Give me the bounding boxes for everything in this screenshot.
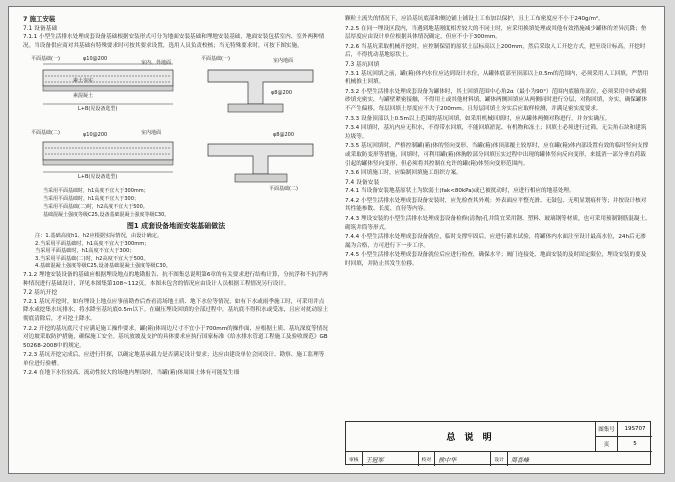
label-right-foundation-2: 平面基础(二) [269,186,298,193]
subsection-7-2: 7.2 基坑开挖 [23,290,58,297]
paragraph-7-2-2: 7.2.2 开挖的基坑底尺寸应满足施工操作要求，罐(箱)体周边尺寸不宜小于700mm的操作面，应根据土质、基坑深度等情况对边坡采取防护措施，确保施工安全。基坑放坡及支护的具体要求应执行国家标准《给水排水管道工程施工及验收规范》GB 50268-2008中的规定。 [23,325,328,349]
label-rebar-right-2: φ8@200 [273,132,295,139]
review-label: 审核 [346,452,363,466]
paragraph-7-3-2: 7.3.2 小型生活排水处理成套设备为罐体时，其土回填范围中心角2α（最小为90°）范围内底腋角部位，必须采用中砂或粗砂填充密实，与罐壁紧密接触，不得用土或其他材料填。罐体两侧回填应从两侧同时进行分层，对称回填，夯实，确保罐体不产生偏移，每层回填土厚度应不大于200mm。且每层回填土夯实后应取样检测，并满足密实度要求。 [345,88,648,112]
diagram-note-2: 当采用平面基础时，h1高度不宜大于300； [43,196,139,203]
label-soil: 素土夯实 [73,78,94,85]
figure-note-3: 3.当采用平面基础(二)时，h2高度不宜大于500。 [35,255,149,262]
paragraph-7-4-3: 7.4.3 埋设安装的小型生活排水处理成套设备检修(清掏)孔井筒宜采用钢、塑料、玻璃钢等材质，也可采用预制钢筋混凝土、砌筑井筒等形式。 [345,216,651,231]
figure-title: 图1 成套设备地面安装基础做法 [126,222,226,231]
paragraph-7-2-3: 7.2.3 基坑开挖完成后，应进行钎探，以确定地基承载力是否满足设计要求；达应由建设单位会同设计、勘察、施工监理等单位进行验槽。 [23,352,325,367]
label-mid-dimension: L+B(见设备选型) [78,174,118,181]
paragraph-7-4-1: 7.4.1 当设备安装地基原状土为软弱土(fak<80kPa)或已被扰动时，应进行相应的地基处理。 [345,188,575,195]
paragraph-7-2-4: 7.2.4 在地下水位较高、流动性较大的场地内埋设时，当罐(箱)体周围土体有可能发生细 [23,370,240,377]
subsection-7-3: 7.3 基坑回填 [345,61,380,68]
right-column [345,15,651,270]
foundation-diagram [23,52,329,220]
label-flat-foundation-2: 平面基础(二) [31,130,60,137]
check-label: 校对 [419,452,436,466]
figure-notes [23,233,329,271]
label-concrete: 素混凝土 [73,93,94,100]
design-label: 设计 [491,452,508,466]
figure-note-2: 2.当采用平面基础时，h1高度不宜大于300mm； [35,240,150,247]
label-flat-foundation-1: 平面基础(一) [31,56,60,63]
document-page [8,6,665,474]
paragraph-7-2-5: 7.2.5 在同一埋设区段内，当遇到地基刚度相差较大的不同土时，应采用换填处理或其他有效措施减少罐体的差异沉降；垫层厚度应由设计单位根据具体情况确定，但应不小于300mm。 [345,25,647,41]
label-floor-top: 室内、外地面 [141,60,172,67]
diagram-note-3: 当采用平面基础(二)时，h2高度不宜大于500。 [43,204,148,211]
page-label: 页 [596,437,618,452]
label-floor-right: 室内地面 [273,58,294,65]
label-floor-mid: 室内地面 [141,130,162,137]
figure-note-4: 4.基础混凝土强度等级C25,设备基础混凝土强度等级C30。 [35,263,171,270]
paragraph-7-2-1: 7.2.1 基坑开挖时，如有埋设上地点应事前勘查后查看清场地土质、地下水位等情况，如有下水或雨季施工时，可采用井点降水或挖集水坑排水，将水降至基坑底0.5m以下。在碾压埋设回填的全部过程中，基坑底不得积水或受冻，且应对扰动原土彻底清除后，才可挖土降水。 [23,298,329,322]
label-rebar-mid: φ10@200 [83,132,108,139]
title-block-title: 总 说 明 [346,422,596,452]
label-rebar-right-1: φ8@200 [271,90,293,97]
atlas-label: 图集号 [596,422,618,437]
diagram-note-1: 当采用平面基础时，h1高度不宜大于300mm； [43,188,149,195]
paragraph-7-3-3: 7.3.3 设备顶部以上0.5m以上范围的基坑回填，如采用机械回填时，应从罐体两侧对称进行，并夯实确压。 [345,115,611,122]
paragraph-7-1-1: 7.1.1 小型生活排水处理成套设备基础根据安装形式可分为地面安装基础和埋地安装基础，地面安装包括室内、室外两种情况。当设备供应商对其基础有特殊要求时可按其要求设置，选用人员负责校核；当无特殊要求时，可按下图实施。 [23,34,325,49]
designer-name: 周喜峰 [510,456,529,464]
paragraph-7-3-6: 7.3.6 回填施工时，应编制回填施工组织方案。 [345,170,462,177]
page-number: 5 [618,437,652,452]
paragraph-7-4-2: 7.4.2 小型生活排水处理成套设备安装时，应先检查其外观：外表面应平整光滑、无鼓包、无明显划痕杆等；并按设计核对其性能参数、长度、直径等内容。 [345,197,647,213]
paragraph-7-4-4: 7.4.4 小型生活排水处理成套设备就位，临时支撑牢固后，应进行灌水试验，将罐体内水面注至设计最高水位，24h后无渗漏为合格，方可进行下一步工序。 [345,234,646,249]
atlas-number: 19S707 [618,422,652,437]
paragraph-7-3-5: 7.3.5 基坑回填时，严格控制罐(箱)体的竖向变形，当罐(箱)体顶部覆土较厚时，应在罐(箱)体内部设置有效的临时竖向支撑或采取防变形等措施，回填时，可利用罐(箱)体胸腔部分回填压实过程中出现的罐体竖向反向变形，来抵消一部分垂直荷载引起的罐体竖向变形，但必须将其控制在允许的罐(箱)体竖向变形范围内。 [345,143,649,167]
section-title: 7 施工安装 [23,15,56,23]
paragraph-7-4-5: 7.4.5 小型生活排水处理成套设备就位后应进行检查，确保水平；阀门连接处、地面安装的及时固定限位，埋设安装的要及时回填，并防止其发生位移。 [345,252,647,268]
diagram-note-4: 基础混凝土强度等级C25,设备基础混凝土强度等级C30。 [43,212,170,219]
reviewer-name: 王冠军 [363,452,419,466]
label-top-dimension: L+B(见设备选型) [78,106,118,113]
paragraph-7-3-4: 7.3.4 回填时，基坑内应无积水，不得带水回填，不能回填淤泥、有机物和冻土；回填土必须进行过筛，无尖角石块和建筑垃圾等。 [345,125,647,140]
left-column [23,15,329,379]
figure-note-2b: 当采用平面基础时，h1高度不宜大于300； [35,248,135,255]
paragraph-7-1-2: 7.1.2 埋地安装设备的基础应根据埋设地点的地勘报告、抗不图集总说明第6章的有关要求进行结构计算，分抗浮和不抗浮两种情况进行基础设计，详见本图集第108~112页，本图未包含的情况应由设计人员根据工程情况另行设计。 [23,271,328,287]
signature-row [346,452,652,466]
figure-note-title: 注：1.基础高度h1、h2应根据实际情况，由设计确定。 [35,232,163,239]
title-block [345,421,651,465]
label-rebar-top: φ10@200 [83,56,108,63]
subsection-7-4: 7.4 设备安装 [345,179,380,186]
paragraph-7-3-1: 7.3.1 基坑回填之前，罐(箱)体内水位应达到设计水位，从罐体底部至顶部以上0.5m的范围内，必须采用人工回填，严禁用机械推土回填。 [345,70,649,86]
foundation-drawing [23,52,329,220]
label-right-foundation: 平面基础(一) [201,56,230,63]
subsection-7-1: 7.1 设备基础 [23,25,58,32]
checker-name: 侯中华 [435,452,491,466]
paragraph-7-2-6: 7.2.6 当基坑采取机械开挖时，应控制保留的原状土层标高以上200mm，然后采取人工开挖方式，把至设计标高，开挖时后，不得扰动基地原状土。 [345,43,646,59]
paragraph-7-2-4-cont: 颗粒土流失的情况下，应沿基坑底部和侧边铺上铺设土工布加以保护，且土工布密度应不小于240g/m²。 [345,16,604,22]
